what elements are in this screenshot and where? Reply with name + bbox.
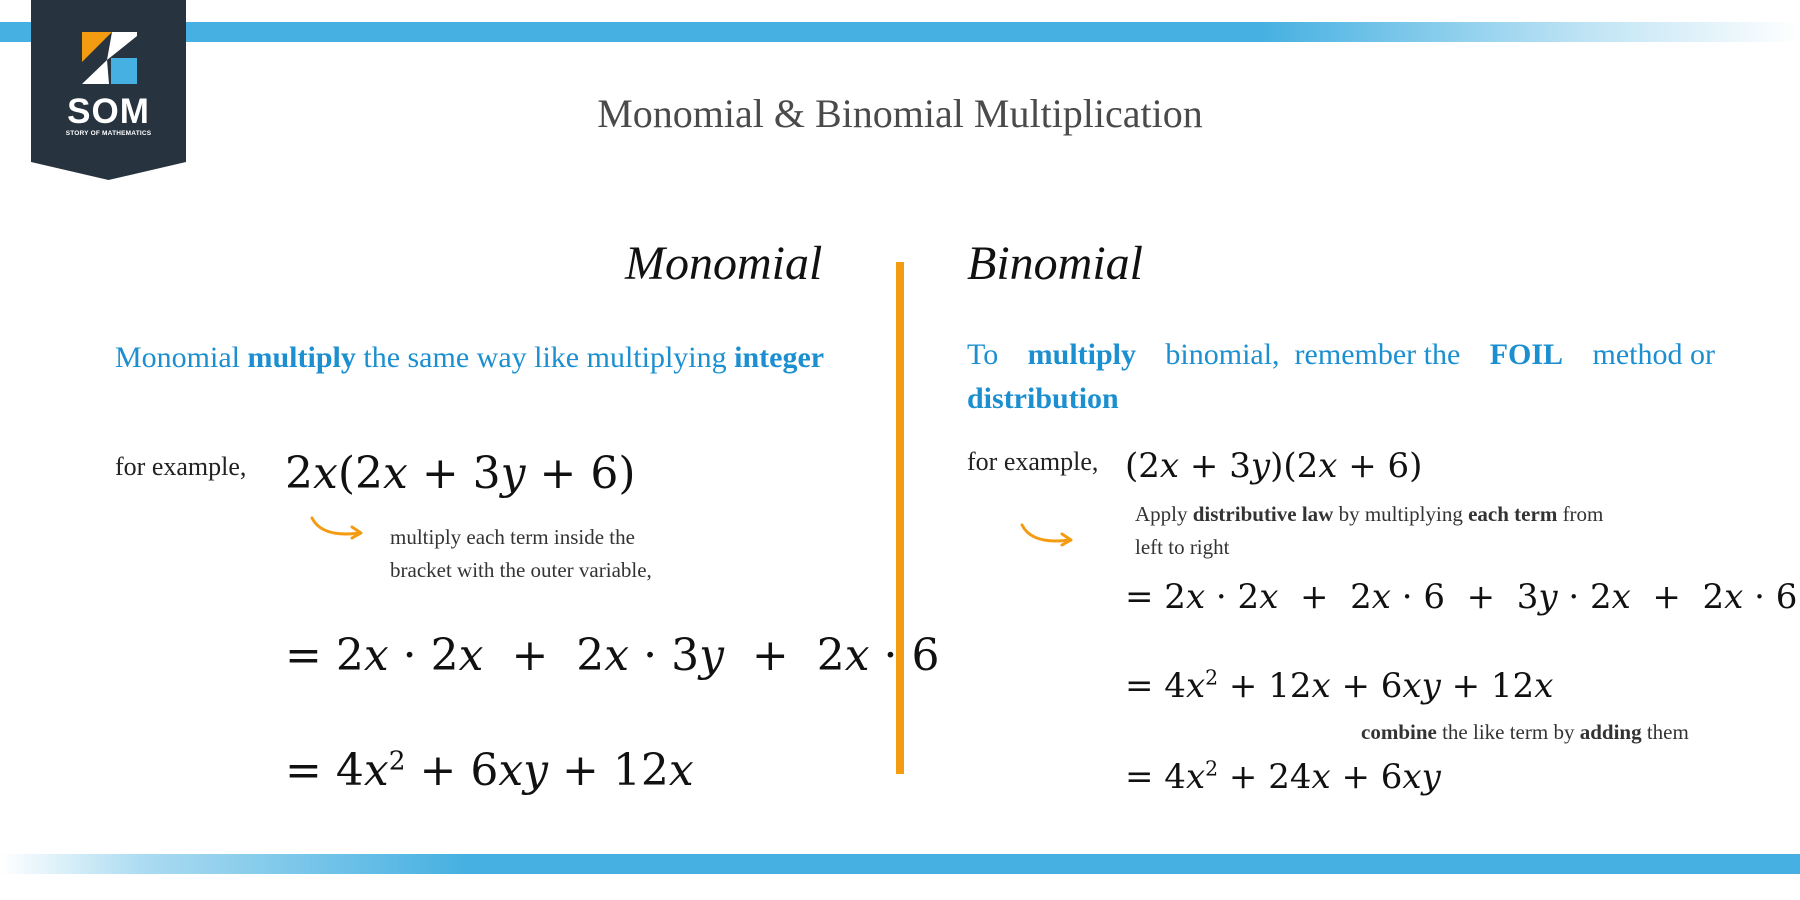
desc-text: binomial, remember the <box>1157 338 1468 371</box>
binomial-expression: (2x + 3y)(2x + 6) <box>1125 446 1423 486</box>
logo-tagline: STORY OF MATHEMATICS <box>65 130 152 137</box>
monomial-example-label: for example, <box>115 452 247 481</box>
note-line: multiply each term inside the <box>390 525 635 549</box>
monomial-step-expand: = 2x · 2x + 2x · 3y + 2x · 6 <box>285 630 940 681</box>
desc-text: the same way like multiplying <box>355 341 735 374</box>
binomial-step-expand: = 2x · 2x + 2x · 6 + 3y · 2x + 2x · 6 <box>1125 577 1798 617</box>
binomial-step-collect: = $4x^2 + 12x + 6xy + 12x$ <box>1125 665 1554 706</box>
note-bold: adding <box>1579 720 1642 744</box>
binomial-description <box>967 333 1715 421</box>
note-line <box>1135 498 1603 531</box>
note-text: them <box>1641 720 1689 744</box>
note-line: bracket with the outer variable, <box>390 558 652 582</box>
note-bold: each term <box>1468 502 1558 526</box>
logo-wordmark: SOM <box>67 92 150 131</box>
desc-line <box>967 333 1715 377</box>
column-divider <box>896 262 904 774</box>
curved-arrow-icon <box>308 514 368 544</box>
note-bold: distributive law <box>1192 502 1334 526</box>
binomial-note <box>1135 498 1603 564</box>
monomial-step-result: = $4x^2 + 6xy + 12x$ <box>285 745 694 796</box>
note-text: the like term by <box>1436 720 1580 744</box>
monomial-description <box>115 336 824 380</box>
monomial-note <box>390 521 652 587</box>
note-text: by multiplying <box>1333 502 1469 526</box>
desc-text: method or <box>1584 338 1715 371</box>
desc-bold: integer <box>734 341 825 374</box>
note-text: from <box>1557 502 1604 526</box>
desc-bold: FOIL <box>1489 338 1564 371</box>
note-text: Apply <box>1135 502 1193 526</box>
note-line: left to right <box>1135 535 1230 559</box>
monomial-expression: 2x(2x + 3y + 6) <box>285 448 636 499</box>
bottom-accent-bar <box>0 854 1800 874</box>
binomial-example-label: for example, <box>967 447 1099 476</box>
desc-bold: distribution <box>967 382 1119 415</box>
note-bold: combine <box>1361 720 1437 744</box>
binomial-step-result: = $4x^2 + 24x + 6xy$ <box>1125 756 1441 797</box>
desc-line <box>967 377 1715 421</box>
curved-arrow-icon <box>1018 521 1078 551</box>
monomial-heading: Monomial <box>625 237 823 290</box>
page-title: Monomial & Binomial Multiplication <box>597 91 1203 136</box>
desc-text: Monomial <box>115 341 248 374</box>
desc-text: To <box>967 338 1006 371</box>
top-accent-bar <box>0 22 1800 42</box>
binomial-heading: Binomial <box>967 237 1143 290</box>
combine-note <box>1361 716 1689 749</box>
desc-bold: multiply <box>247 341 356 374</box>
desc-bold: multiply <box>1027 338 1136 371</box>
